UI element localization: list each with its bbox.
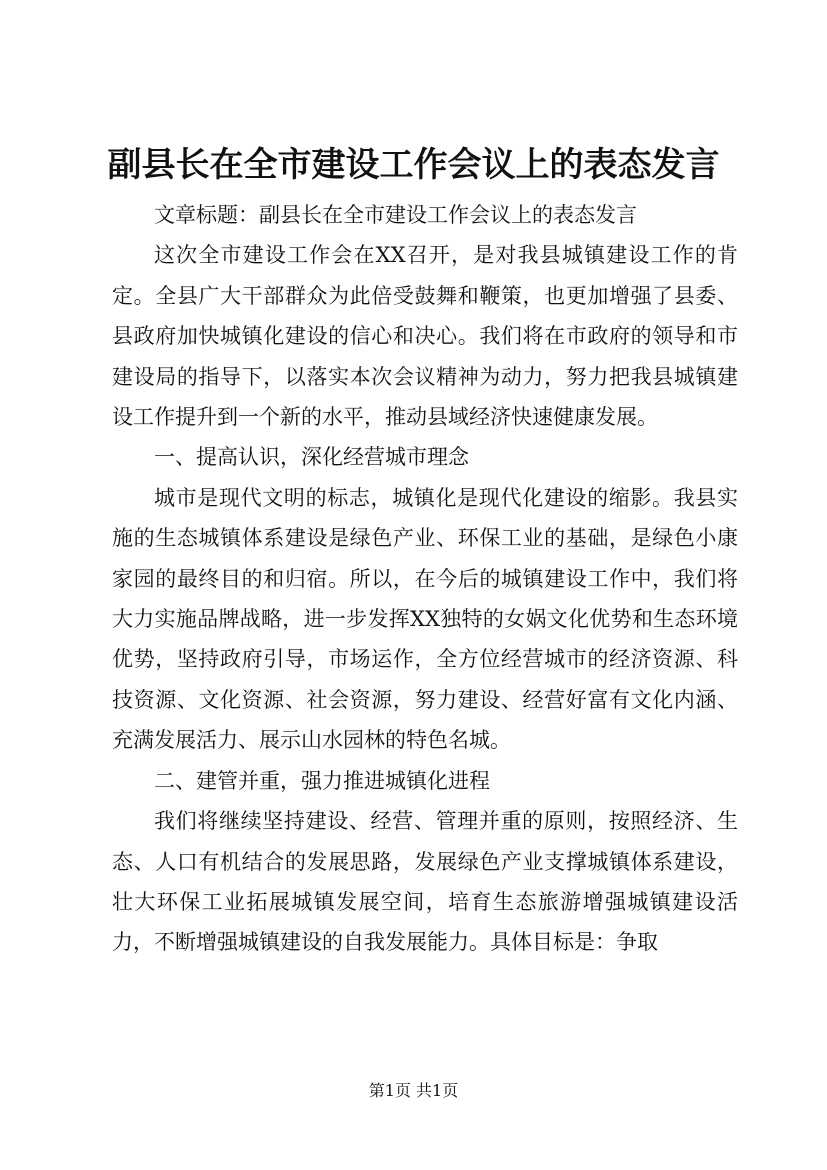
- section-2-paragraph: 我们将继续坚持建设、经营、管理并重的原则，按照经济、生态、人口有机结合的发展思路，发展绿色产业支撑城镇体系建设，壮大环保工业拓展城镇发展空间，培育生态旅游增强城镇建设活力，不断增强城镇建设的自我发展能力。具体目标是：争取: [112, 809, 738, 955]
- intro-paragraph: 这次全市建设工作会在XX召开，是对我县城镇建设工作的肯定。全县广大干部群众为此倍受鼓舞和鞭策，也更加增强了县委、县政府加快城镇化建设的信心和决心。我们将在市政府的领导和市建设局的指导下，以落实本次会议精神为动力，努力把我县城镇建设工作提升到一个新的水平，推动县域经济快速健康发展。: [112, 243, 738, 430]
- section-1-paragraph: 城市是现代文明的标志，城镇化是现代化建设的缩影。我县实施的生态城镇体系建设是绿色产业、环保工业的基础，是绿色小康家园的最终目的和归宿。所以，在今后的城镇建设工作中，我们将大力实施品牌战略，进一步发挥XX独特的女娲文化优势和生态环境优势，坚持政府引导，市场运作，全方位经营城市的经济资源、科技资源、文化资源、社会资源，努力建设、经营好富有文化内涵、充满发展活力、展示山水园林的特色名城。: [112, 485, 738, 753]
- section-heading-1: 一、提高认识，深化经营城市理念: [154, 445, 469, 470]
- section-heading-2: 二、建管并重，强力推进城镇化进程: [154, 768, 490, 793]
- page-number-footer: 第1页 共1页: [368, 1081, 459, 1100]
- document-title: 副县长在全市建设工作会议上的表态发言: [107, 145, 720, 185]
- document-body: [112, 195, 738, 963]
- article-title-line: 文章标题：副县长在全市建设工作会议上的表态发言: [154, 203, 637, 227]
